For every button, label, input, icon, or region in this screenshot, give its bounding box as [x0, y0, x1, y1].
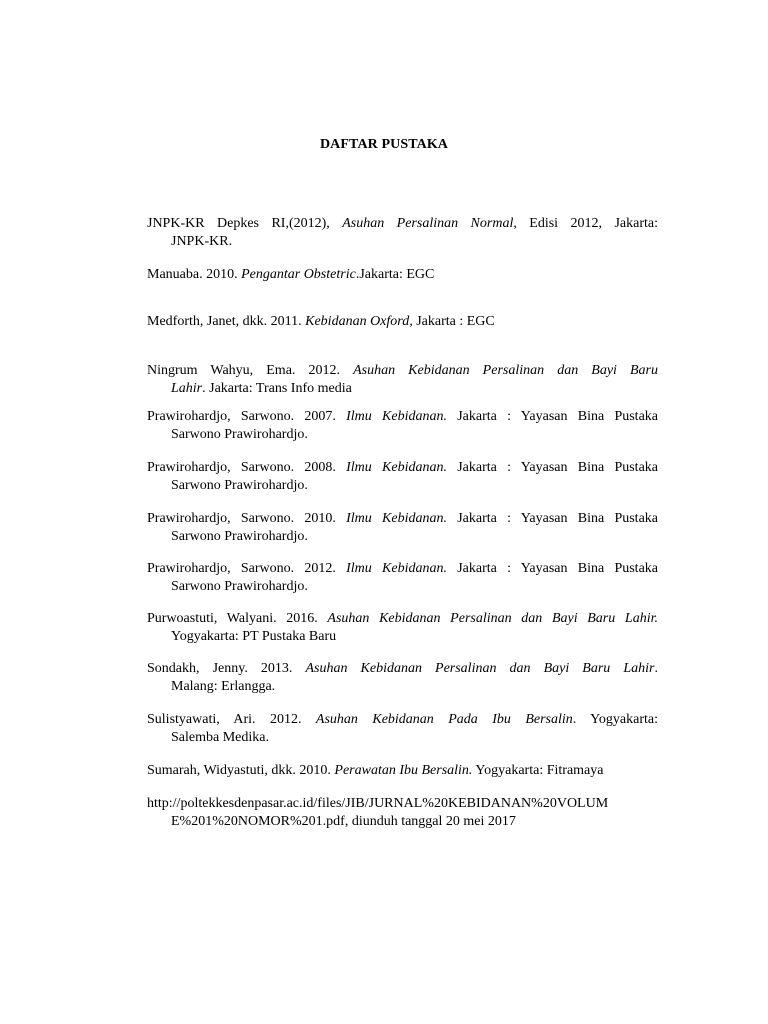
reference-line-1	[147, 610, 658, 628]
reference-text: .Jakarta: EGC	[355, 267, 435, 282]
reference-text: Prawirohardjo, Sarwono. 2008.	[147, 460, 347, 475]
reference-text: Jakarta : Yayasan Bina Pustaka	[446, 409, 658, 424]
reference-line-1	[147, 362, 658, 380]
reference-text: JNPK-KR.	[171, 234, 233, 249]
reference-title: Asuhan Persalinan Normal	[342, 216, 514, 231]
reference-text: Sondakh, Jenny. 2013.	[147, 661, 306, 676]
page-title: DAFTAR PUSTAKA	[319, 137, 449, 152]
reference-title: Asuhan Kebidanan Persalinan dan Bayi Baru Lahir	[305, 661, 655, 676]
reference-line-1	[147, 408, 658, 426]
reference-text: Sarwono Prawirohardjo.	[171, 478, 308, 493]
reference-entry	[147, 362, 658, 398]
reference-title: Asuhan Kebidanan Persalinan dan Bayi Baru Lahir.	[327, 611, 658, 626]
reference-entry	[147, 313, 658, 331]
reference-text: Sarwono Prawirohardjo.	[171, 579, 308, 594]
reference-text: Yogyakarta: PT Pustaka Baru	[171, 629, 337, 644]
reference-entry	[147, 459, 658, 495]
reference-line-1	[147, 215, 658, 233]
reference-text: Prawirohardjo, Sarwono. 2010.	[147, 511, 347, 526]
reference-entry	[147, 610, 658, 646]
reference-line-2	[147, 813, 658, 831]
reference-text: Sarwono Prawirohardjo.	[171, 529, 308, 544]
reference-entry	[147, 215, 658, 251]
reference-entry	[147, 660, 658, 696]
reference-text: Ningrum Wahyu, Ema. 2012.	[147, 363, 354, 378]
reference-entry	[147, 711, 658, 747]
reference-text: Prawirohardjo, Sarwono. 2007.	[147, 409, 347, 424]
reference-text: Malang: Erlangga.	[171, 679, 276, 694]
reference-title: Ilmu Kebidanan.	[346, 511, 447, 526]
reference-entry	[147, 266, 658, 284]
reference-text: JNPK-KR Depkes RI,(2012),	[147, 216, 343, 231]
reference-line-2	[147, 477, 658, 495]
reference-link: http://poltekkesdenpasar.ac.id/files/JIB/JURNAL%20KEBIDANAN%20VOLUM	[147, 796, 609, 811]
reference-title: Lahir	[171, 381, 203, 396]
reference-line-1	[147, 711, 658, 729]
reference-entry	[147, 795, 658, 831]
reference-line-2	[147, 528, 658, 546]
reference-line-2	[147, 380, 658, 398]
reference-text: Prawirohardjo, Sarwono. 2012.	[147, 561, 347, 576]
reference-line-2	[147, 426, 658, 444]
reference-entry	[147, 510, 658, 546]
reference-entry	[147, 762, 658, 780]
reference-title: Ilmu Kebidanan.	[346, 409, 447, 424]
reference-line-1	[147, 313, 658, 331]
reference-line-1	[147, 560, 658, 578]
reference-text: Yogyakarta: Fitramaya	[472, 763, 604, 778]
reference-line-2	[147, 578, 658, 596]
reference-title: Ilmu Kebidanan.	[346, 460, 447, 475]
reference-title: Pengantar Obstetric	[241, 267, 356, 282]
reference-line-2	[147, 628, 658, 646]
reference-text: , Edisi 2012, Jakarta:	[513, 216, 658, 231]
reference-line-1	[147, 459, 658, 477]
reference-line-2	[147, 729, 658, 747]
reference-text: Purwoastuti, Walyani. 2016.	[147, 611, 328, 626]
reference-line-2	[147, 678, 658, 696]
reference-text: Sarwono Prawirohardjo.	[171, 427, 308, 442]
reference-title: Ilmu Kebidanan.	[346, 561, 447, 576]
reference-title: Kebidanan Oxford,	[305, 314, 413, 329]
reference-text: E%201%20NOMOR%201.pdf, diunduh tanggal 20 mei 2017	[171, 814, 516, 829]
reference-entry	[147, 560, 658, 596]
reference-text: Sulistyawati, Ari. 2012.	[147, 712, 316, 727]
reference-title: Perawatan Ibu Bersalin.	[334, 763, 473, 778]
reference-text: Medforth, Janet, dkk. 2011.	[147, 314, 306, 329]
reference-text: Jakarta : Yayasan Bina Pustaka	[446, 561, 658, 576]
reference-text: . Yogyakarta:	[572, 712, 658, 727]
reference-text: Salemba Medika.	[171, 730, 269, 745]
reference-text: Manuaba. 2010.	[147, 267, 242, 282]
reference-line-1	[147, 762, 658, 780]
reference-text: . Jakarta: Trans Info media	[202, 381, 352, 396]
reference-line-1	[147, 266, 658, 284]
reference-line-1	[147, 510, 658, 528]
reference-text: Jakarta : EGC	[412, 314, 495, 329]
reference-title: Asuhan Kebidanan Persalinan dan Bayi Baru	[353, 363, 658, 378]
reference-text: Jakarta : Yayasan Bina Pustaka	[446, 460, 658, 475]
reference-text: Sumarah, Widyastuti, dkk. 2010.	[147, 763, 335, 778]
reference-line-1	[147, 795, 658, 813]
reference-line-2	[147, 233, 658, 251]
reference-text: Jakarta : Yayasan Bina Pustaka	[446, 511, 658, 526]
reference-entry	[147, 408, 658, 444]
reference-title: Asuhan Kebidanan Pada Ibu Bersalin	[315, 712, 573, 727]
reference-line-1	[147, 660, 658, 678]
reference-text: .	[654, 661, 658, 676]
